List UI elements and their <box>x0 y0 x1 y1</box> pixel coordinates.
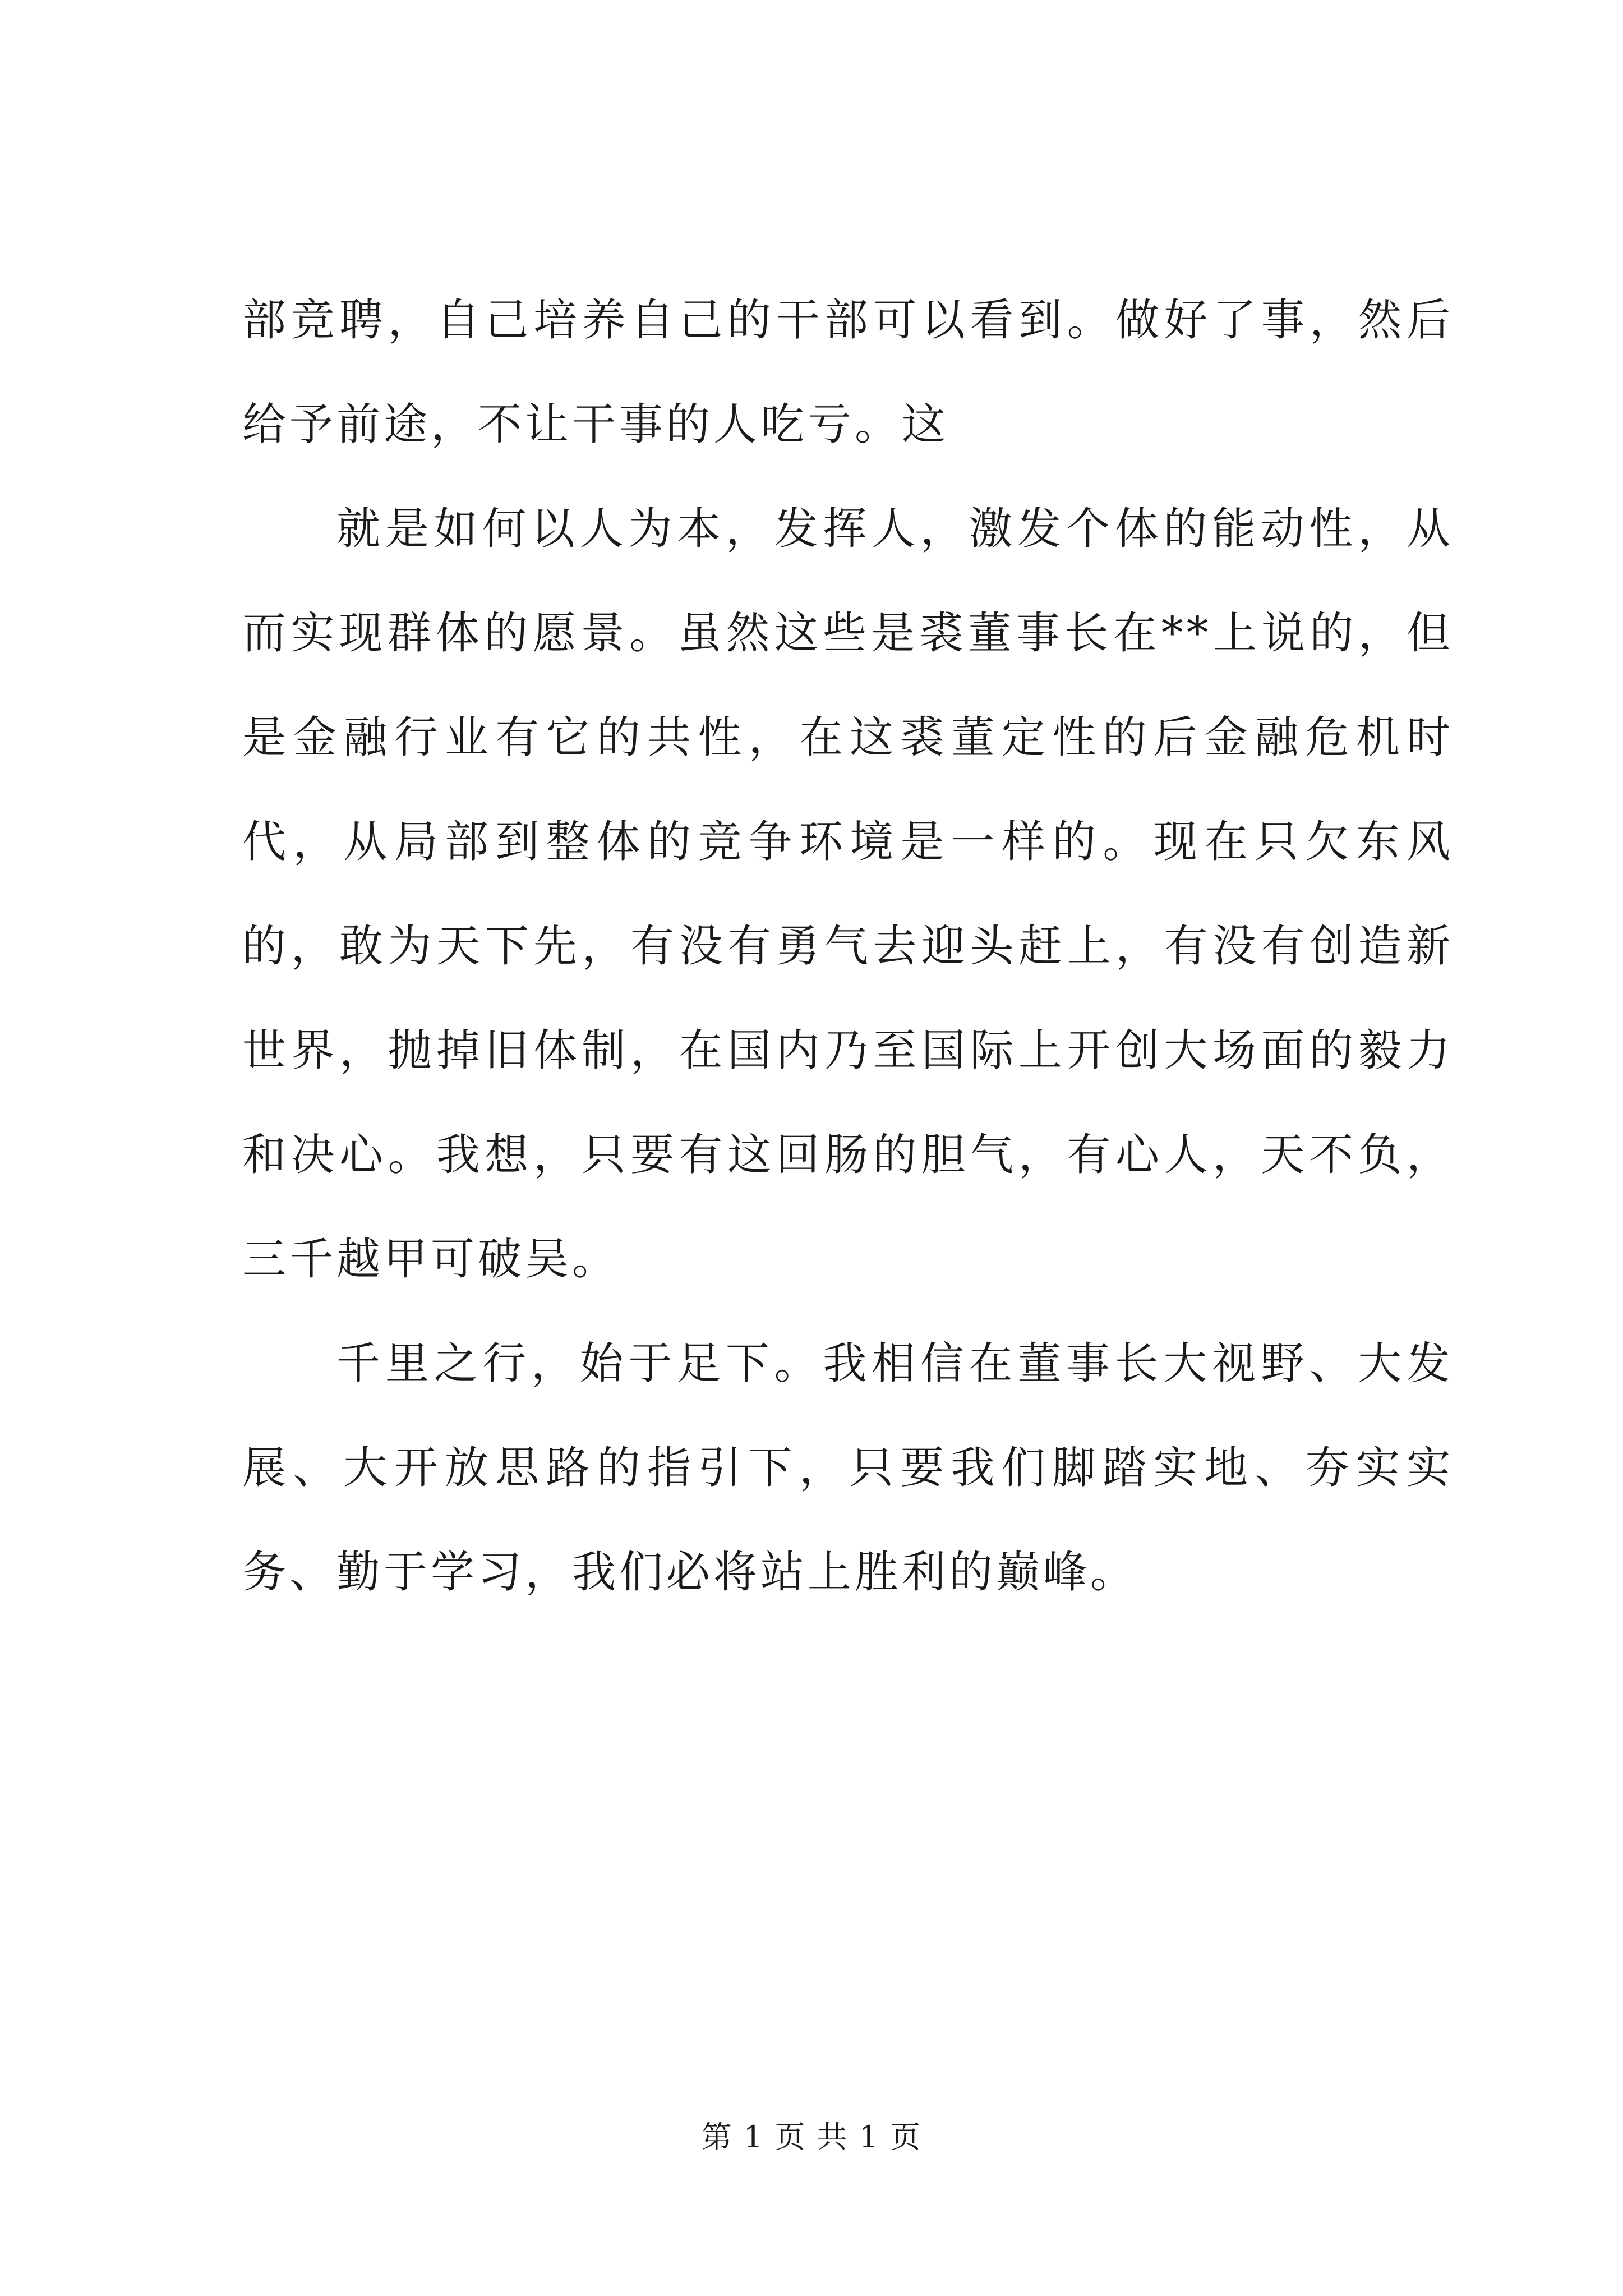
paragraph-2: 就是如何以人为本，发挥人，激发个体的能动性，从而实现群体的愿景。虽然这些是裘董事长在**上说的，但是金融行业有它的共性，在这裘董定性的后金融危机时代，从局部到整体的竞争环境是一样的。现在只欠东风的，敢为天下先，有没有勇气去迎头赶上，有没有创造新世界，抛掉旧体制，在国内乃至国际上开创大场面的毅力和决心。我想，只要有这回肠的胆气，有心人，天不负，三千越甲可破吴。 <box>242 504 1454 1285</box>
document-body <box>242 268 1454 1625</box>
page-footer: 第 1 页 共 1 页 <box>701 2119 922 2155</box>
paragraph-1: 部竞聘，自己培养自己的干部可以看到。做好了事，然后给予前途，不让干事的人吃亏。这 <box>242 295 1454 450</box>
paragraph-3: 千里之行，始于足下。我相信在董事长大视野、大发展、大开放思路的指引下，只要我们脚踏实地、夯实实务、勤于学习，我们必将站上胜利的巅峰。 <box>242 1338 1454 1598</box>
